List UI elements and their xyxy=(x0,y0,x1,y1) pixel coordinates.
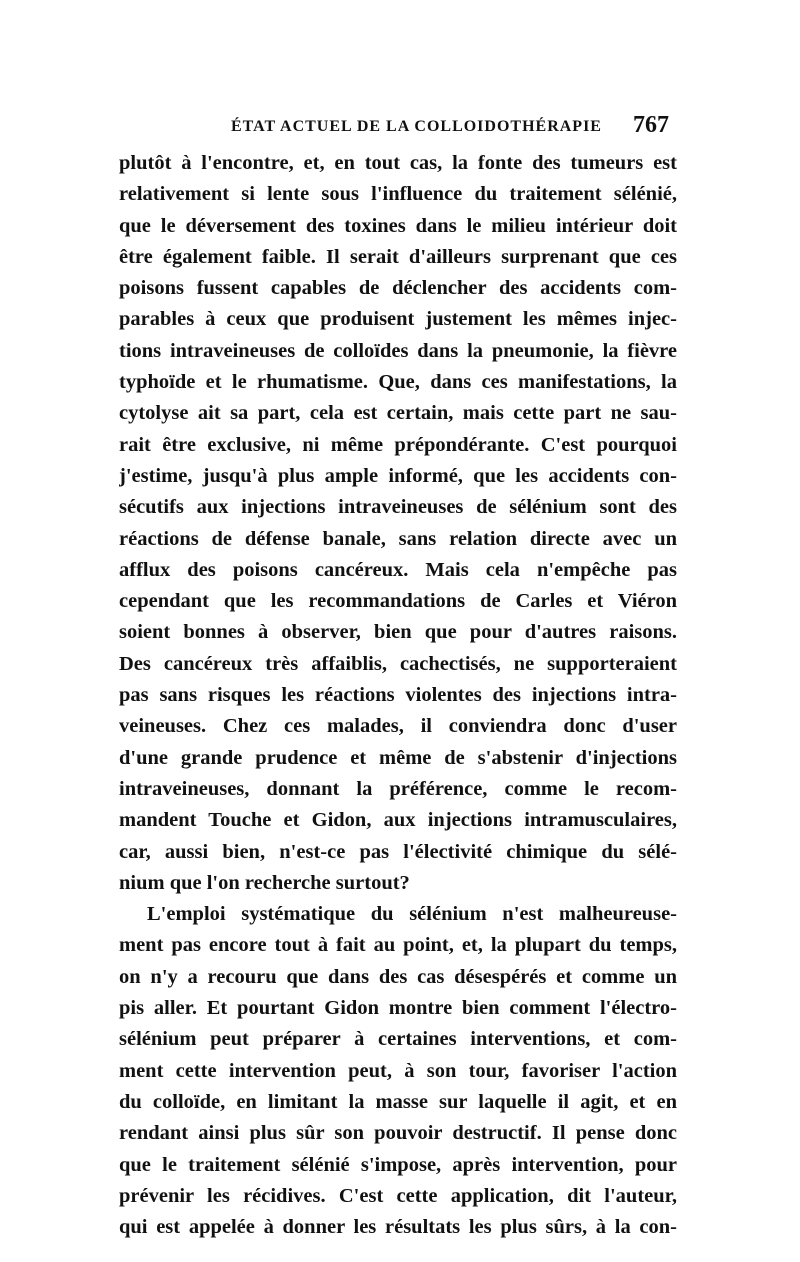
text-line: Des cancéreux très affaiblis, cachectisés, ne supporteraient xyxy=(119,652,677,675)
text-line: j'estime, jusqu'à plus ample informé, que les accidents con- xyxy=(119,464,677,487)
text-line: pas sans risques les réactions violentes des injections intra- xyxy=(119,684,677,707)
text-line: intraveineuses, donnant la préférence, comme le recom- xyxy=(119,777,677,800)
text-line: on n'y a recouru que dans des cas désespérés et comme un xyxy=(119,965,677,988)
text-line: d'une grande prudence et même de s'abstenir d'injections xyxy=(119,746,677,769)
text-line: soient bonnes à observer, bien que pour d'autres raisons. xyxy=(119,621,677,644)
text-line: rait être exclusive, ni même prépondérante. C'est pourquoi xyxy=(119,433,677,456)
text-line: sélénium peut préparer à certaines interventions, et com- xyxy=(119,1028,677,1051)
text-line: ment cette intervention peut, à son tour, favoriser l'action xyxy=(119,1059,677,1082)
text-line: prévenir les récidives. C'est cette application, dit l'auteur, xyxy=(119,1184,677,1207)
text-line: veineuses. Chez ces malades, il conviendra donc d'user xyxy=(119,715,677,738)
text-line: cependant que les recommandations de Carles et Viéron xyxy=(119,590,677,613)
text-line: être également faible. Il serait d'ailleurs surprenant que ces xyxy=(119,245,677,268)
page-number: 767 xyxy=(633,112,669,138)
text-line: du colloïde, en limitant la masse sur laquelle il agit, et en xyxy=(119,1090,677,1113)
paragraph-first-line: L'emploi systématique du sélénium n'est malheureuse- xyxy=(147,903,677,926)
text-line: tions intraveineuses de colloïdes dans la pneumonie, la fièvre xyxy=(119,339,677,362)
text-line: ment pas encore tout à fait au point, et, la plupart du temps, xyxy=(119,934,677,957)
text-line: afflux des poisons cancéreux. Mais cela n'empêche pas xyxy=(119,558,677,581)
running-title: ÉTAT ACTUEL DE LA COLLOIDOTHÉRAPIE xyxy=(231,118,602,135)
text-line: plutôt à l'encontre, et, en tout cas, la fonte des tumeurs est xyxy=(119,152,677,174)
text-line: réactions de défense banale, sans relation directe avec un xyxy=(119,527,677,550)
text-line: mandent Touche et Gidon, aux injections intramusculaires, xyxy=(119,809,677,832)
text-line: relativement si lente sous l'influence du traitement sélénié, xyxy=(119,183,677,206)
text-line: typhoïde et le rhumatisme. Que, dans ces manifestations, la xyxy=(119,371,677,394)
text-line: poisons fussent capables de déclencher des accidents com- xyxy=(119,277,677,300)
text-line: que le déversement des toxines dans le milieu intérieur doit xyxy=(119,214,677,237)
text-line: qui est appelée à donner les résultats les plus sûrs, à la con- xyxy=(119,1216,677,1239)
paragraph-last-line: nium que l'on recherche surtout? xyxy=(119,871,410,894)
text-line: cytolyse ait sa part, cela est certain, mais cette part ne sau- xyxy=(119,402,677,425)
text-line: rendant ainsi plus sûr son pouvoir destructif. Il pense donc xyxy=(119,1122,677,1145)
text-line: que le traitement sélénié s'impose, après intervention, pour xyxy=(119,1153,677,1176)
text-line: parables à ceux que produisent justement les mêmes injec- xyxy=(119,308,677,331)
body-text xyxy=(119,148,677,1243)
text-line: sécutifs aux injections intraveineuses de sélénium sont des xyxy=(119,496,677,519)
text-line: pis aller. Et pourtant Gidon montre bien comment l'électro- xyxy=(119,997,677,1020)
text-line: car, aussi bien, n'est-ce pas l'électivité chimique du sélé- xyxy=(119,840,677,863)
running-header xyxy=(119,112,677,142)
